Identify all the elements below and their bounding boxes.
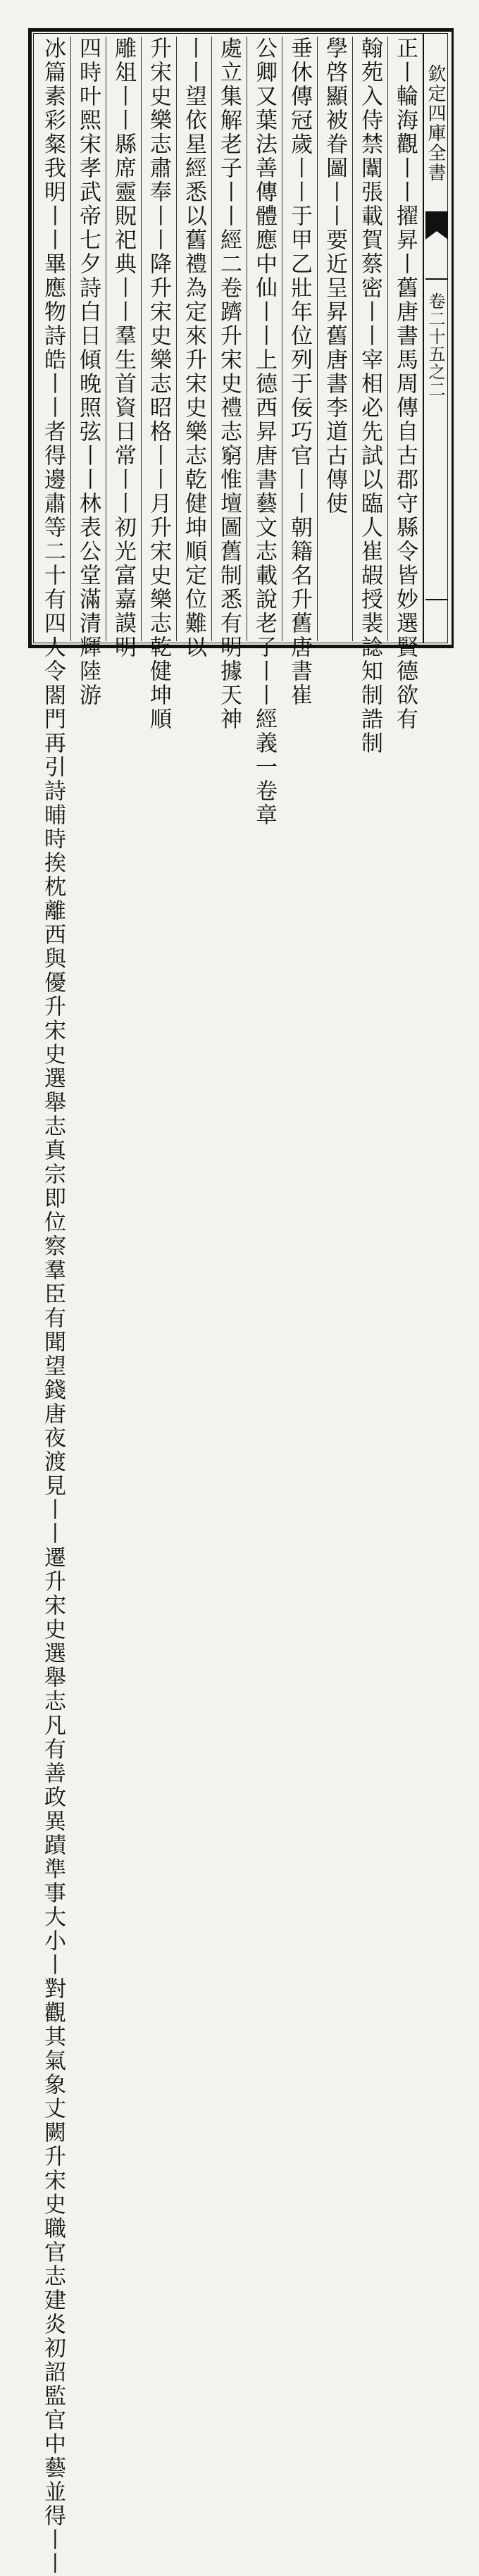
fold-divider bbox=[425, 278, 448, 280]
volume-label: 卷二十五之二 bbox=[425, 292, 445, 398]
text-column: 正丨輪海觀丨丨擢昇丨舊唐書馬周傳自古郡守縣令皆妙選賢德欲有 bbox=[387, 37, 423, 641]
fold-divider-bottom bbox=[425, 599, 448, 600]
text-column: 處立集解老子丨丨經二卷躋升宋史禮志窮惟壇圖舊制悉有明據天神 bbox=[211, 37, 247, 641]
text-column: 雕俎丨丨縣席靈貺祀典丨丨羣生首資日常丨丨初光富嘉謨明 bbox=[106, 37, 141, 641]
text-column: 丨丨望依星經悉以舊禮為定來升宋史樂志乾健坤順定位難以 bbox=[176, 37, 211, 641]
text-column: 垂休傳冠歲丨丨于甲乙壯年位列于佞巧官丨丨朝籍名升舊唐書崔 bbox=[282, 37, 317, 641]
text-column: 公卿又葉法善傳體應中仙丨丨上德西昇唐書藝文志載說老子丨丨經義一卷章 bbox=[247, 37, 282, 641]
text-column: 冰篇素彩粲我明丨丨畢應物詩皓丨丨者得邊肅等二十有四人令閤門再引詩晡時挨枕離西與優升宋史選舉志真宗即位察羣臣有聞望錢唐夜渡見丨丨遷升宋史選舉志凡有善政異蹟準事大小丨對觀其氣象丈闕升宋史職官志建炎初詔監官中藝並得丨丨 bbox=[40, 37, 66, 2576]
book-title: 欽定四庫全書 bbox=[425, 64, 446, 182]
text-column: 四時叶熙宋孝武帝七夕詩白日傾晚照弦丨丨林表公堂滿清輝陸游 bbox=[70, 37, 106, 641]
text-column: 升宋史樂志肅奉丨丨降升宋史樂志昭格丨丨月升宋史樂志乾健坤順 bbox=[141, 37, 176, 641]
text-column: 翰苑入侍禁闈張載賀蔡密丨丨宰相必先試以臨人崔嘏授裴諗知制誥制 bbox=[352, 37, 387, 641]
text-body bbox=[35, 37, 423, 2576]
text-column: 學啓顯被眷圖丨丨要近呈昇舊唐書李道古傳使 bbox=[317, 37, 352, 641]
